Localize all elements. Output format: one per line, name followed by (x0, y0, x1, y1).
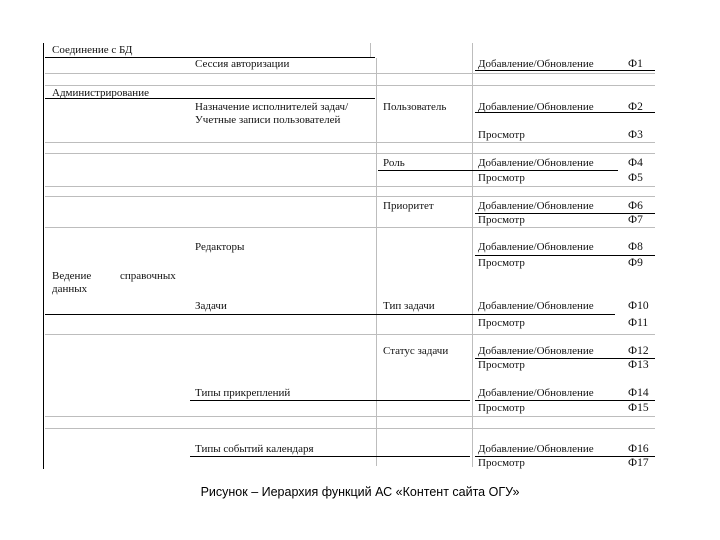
function-code: Ф13 (628, 359, 649, 371)
column-divider-l3 (376, 58, 377, 466)
level1-reference-data-word3: данных (52, 283, 88, 295)
function-code: Ф3 (628, 129, 643, 141)
function-action: Просмотр (478, 402, 525, 414)
function-code: Ф15 (628, 402, 649, 414)
function-action: Просмотр (478, 214, 525, 226)
function-action: Просмотр (478, 317, 525, 329)
row-rule (45, 334, 655, 335)
row-rule (45, 142, 655, 143)
level1-connection: Соединение с БД (52, 44, 133, 56)
function-code: Ф8 (628, 241, 643, 253)
row-rule (45, 428, 655, 429)
level2-auth-session: Сессия авторизации (195, 58, 290, 70)
function-action: Добавление/Обновление (478, 443, 594, 455)
function-code: Ф17 (628, 457, 649, 469)
level3-user: Пользователь (383, 101, 447, 113)
function-code: Ф4 (628, 157, 643, 169)
function-code: Ф7 (628, 214, 643, 226)
level1-reference-data-word1: Ведение (52, 270, 92, 282)
level2-editors: Редакторы (195, 241, 245, 253)
function-action: Добавление/Обновление (478, 157, 594, 169)
function-action: Добавление/Обновление (478, 101, 594, 113)
left-border (43, 43, 44, 469)
row-rule (45, 227, 655, 228)
row-rule (45, 416, 655, 417)
level2-assign-line1: Назначение исполнителей задач/ (195, 101, 349, 113)
row-rule (45, 73, 655, 74)
function-code: Ф9 (628, 257, 643, 269)
function-rule (475, 400, 655, 401)
function-code: Ф11 (628, 317, 649, 329)
row-rule (190, 456, 470, 457)
figure-caption: Рисунок – Иерархия функций АС «Контент сайта ОГУ» (200, 485, 520, 499)
function-action: Просмотр (478, 172, 525, 184)
function-action: Просмотр (478, 359, 525, 371)
row-rule (45, 314, 615, 315)
level3-task-type: Тип задачи (383, 300, 435, 312)
function-action: Просмотр (478, 257, 525, 269)
function-action: Просмотр (478, 129, 525, 141)
function-code: Ф10 (628, 300, 649, 312)
function-code: Ф16 (628, 443, 649, 455)
level1-reference-data-word2: справочных (120, 270, 176, 282)
level1-administration: Администрирование (52, 87, 149, 99)
level2-assign-line2: Учетные записи пользователей (195, 114, 341, 126)
function-action: Добавление/Обновление (478, 58, 594, 70)
function-rule (475, 70, 655, 71)
function-action: Добавление/Обновление (478, 387, 594, 399)
level2-calendar-event-types: Типы событий календаря (195, 443, 314, 455)
function-rule (475, 255, 655, 256)
function-action: Добавление/Обновление (478, 345, 594, 357)
level2-attachment-types: Типы прикреплений (195, 387, 291, 399)
function-action: Добавление/Обновление (478, 300, 594, 312)
function-code: Ф14 (628, 387, 649, 399)
column-divider-l4 (472, 43, 473, 467)
row-rule (45, 196, 655, 197)
level3-task-status: Статус задачи (383, 345, 449, 357)
function-code: Ф5 (628, 172, 643, 184)
row-rule (45, 153, 655, 154)
function-code: Ф6 (628, 200, 643, 212)
row-rule (45, 186, 655, 187)
row-rule (190, 400, 470, 401)
function-code: Ф12 (628, 345, 649, 357)
function-action: Просмотр (478, 457, 525, 469)
column-divider-l2 (370, 43, 371, 57)
level3-role: Роль (383, 157, 405, 169)
function-code: Ф2 (628, 101, 643, 113)
function-code: Ф1 (628, 58, 643, 70)
row-rule (45, 85, 655, 86)
level2-tasks: Задачи (195, 300, 227, 312)
level3-priority: Приоритет (383, 200, 434, 212)
function-action: Добавление/Обновление (478, 200, 594, 212)
function-rule (378, 170, 618, 171)
function-action: Добавление/Обновление (478, 241, 594, 253)
